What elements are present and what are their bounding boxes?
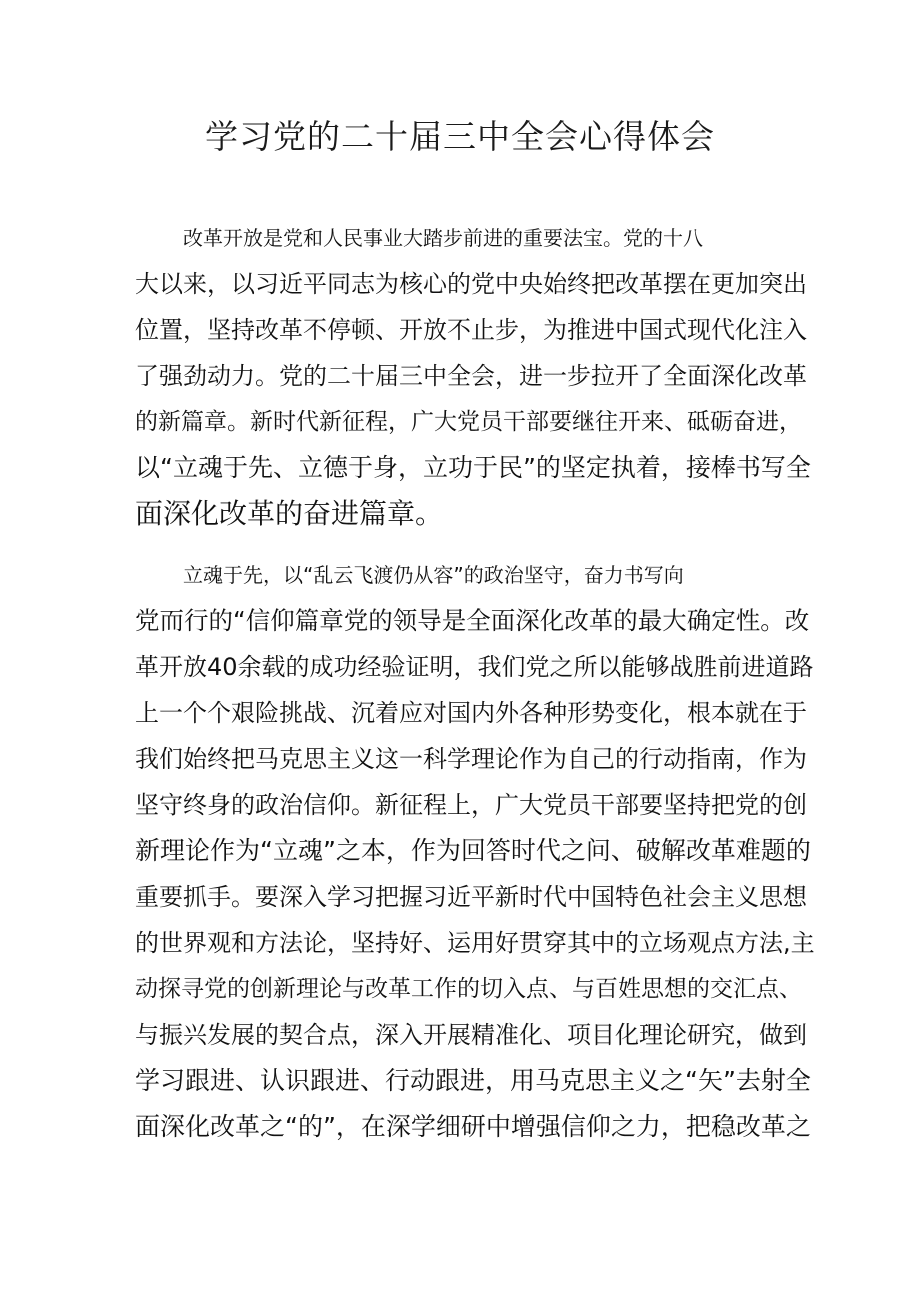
paragraph-2-line-4: 上一个个艰险挑战、沉着应对国内外各种形势变化，根本就在于 — [135, 699, 807, 727]
paragraph-2-line-6: 坚守终身的政治信仰。新征程上，广大党员干部要坚持把党的创 — [135, 791, 807, 819]
paragraph-2-line-5: 我们始终把马克思主义这一科学理论作为自己的行动指南，作为 — [135, 745, 807, 773]
paragraph-2-line-9: 的世界观和方法论，坚持好、运用好贯穿其中的立场观点方法,主 — [135, 929, 815, 957]
paragraph-2-line-3: 革开放40余载的成功经验证明，我们党之所以能够战胜前进道路 — [135, 653, 814, 681]
paragraph-2-line-1: 立魂于先，以“乱云飞渡仍从容”的政治坚守，奋力书写向 — [183, 563, 684, 587]
document-title: 学习党的二十届三中全会心得体会 — [205, 117, 715, 156]
paragraph-1-line-3: 位置，坚持改革不停顿、开放不止步，为推进中国式现代化注入 — [135, 316, 807, 344]
paragraph-1-line-7: 面深化改革的奋进篇章。 — [135, 497, 444, 530]
paragraph-2-line-2: 党而行的“信仰篇章党的领导是全面深化改革的最大确定性。改 — [135, 606, 810, 635]
paragraph-2-line-7: 新理论作为“立魂”之本，作为回答时代之问、破解改革难题的 — [135, 836, 811, 865]
paragraph-2-line-13: 面深化改革之“的”，在深学细研中增强信仰之力，把稳改革之 — [135, 1112, 811, 1141]
paragraph-2-line-10: 动探寻党的创新理论与改革工作的切入点、与百姓思想的交汇点、 — [135, 976, 802, 1002]
paragraph-1-line-6: 以“立魂于先、立德于身，立功于民”的坚定执着，接棒书写全 — [135, 453, 811, 482]
paragraph-1-line-2: 大以来，以习近平同志为核心的党中央始终把改革摆在更加突出 — [135, 270, 807, 298]
paragraph-1-line-1: 改革开放是党和人民事业大踏步前进的重要法宝。党的十八 — [183, 226, 703, 250]
paragraph-2-line-12: 学习跟进、认识跟进、行动跟进，用马克思主义之“矢”去射全 — [135, 1066, 811, 1095]
paragraph-2-line-11: 与振兴发展的契合点，深入开展精准化、项目化理论研究，做到 — [135, 1021, 807, 1049]
paragraph-1-line-4: 了强劲动力。党的二十届三中全会，进一步拉开了全面深化改革 — [135, 362, 807, 390]
paragraph-1-line-5: 的新篇章。新时代新征程，广大党员干部要继往开来、砥砺奋进， — [135, 409, 802, 435]
paragraph-2-line-8: 重要抓手。要深入学习把握习近平新时代中国特色社会主义思想 — [135, 883, 807, 911]
